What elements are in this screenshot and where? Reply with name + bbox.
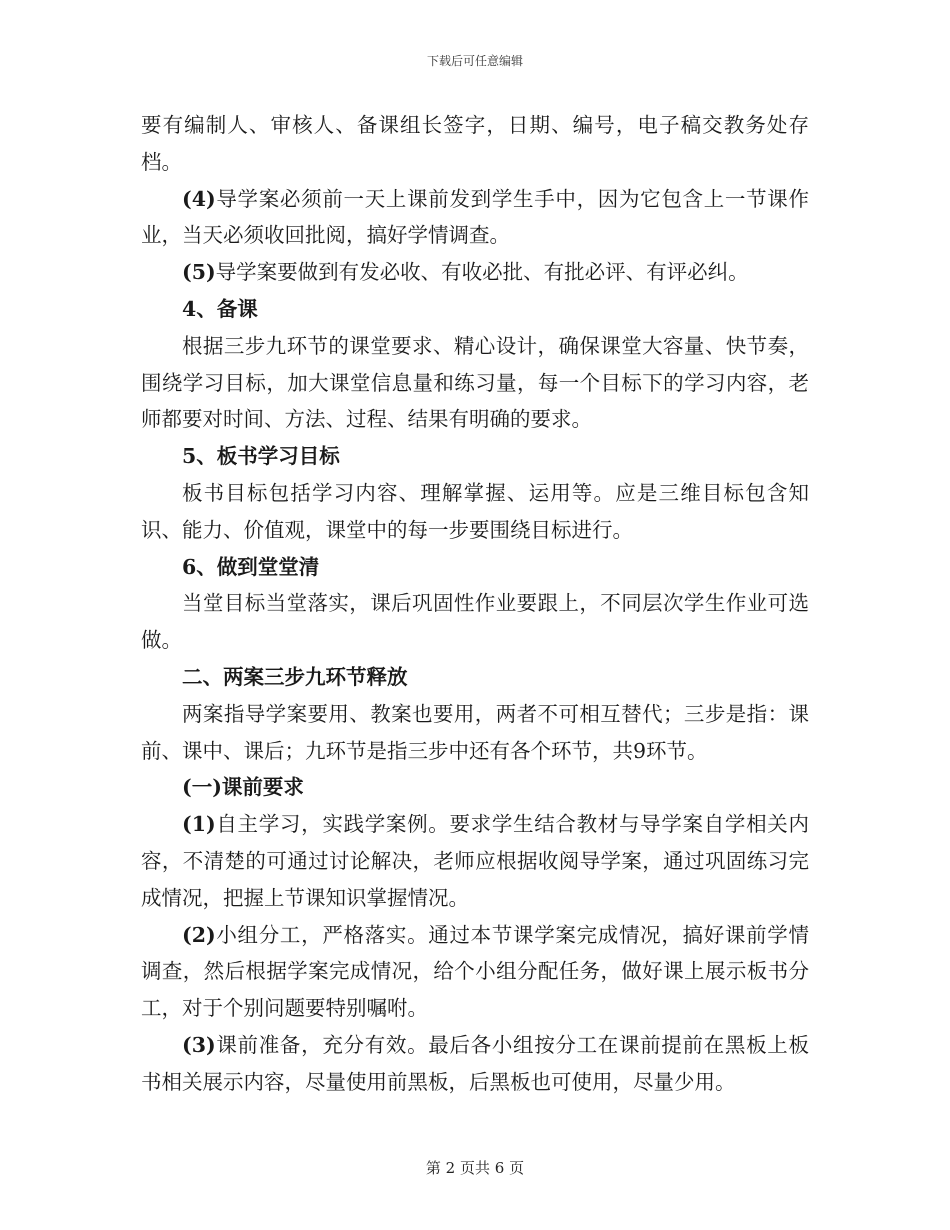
paragraph-item-2: [141, 917, 809, 1027]
item-number: (4): [182, 186, 216, 211]
subsection-heading-pre-class: (一)课前要求: [182, 775, 304, 800]
paragraph-two-plans: 两案指导学案要用、教案也要用，两者不可相互替代；三步是指：课前、课中、课后；九环节是指三步中还有各个环节，共9环节。: [141, 701, 809, 763]
paragraph-item-5: [141, 254, 809, 291]
item-number: (5): [182, 260, 216, 285]
paragraph-item-3: [141, 1027, 809, 1101]
section-heading-5: 5、板书学习目标: [182, 444, 340, 469]
item-number: (1): [182, 812, 216, 837]
item-text: 导学案必须前一天上课前发到学生手中，因为它包含上一节课作业，当天必须收回批阅，搞好学情调查。: [141, 186, 809, 248]
item-number: (3): [182, 1032, 216, 1057]
item-text: 小组分工，严格落实。通过本节课学案完成情况，搞好课前学情调查，然后根据学案完成情况，给个小组分配任务，做好课上展示板书分工，对于个别问题要特别嘱咐。: [141, 922, 809, 1021]
item-number: (2): [182, 922, 216, 947]
item-text: 导学案要做到有发必收、有收必批、有批必评、有评必纠。: [215, 260, 749, 285]
chapter-heading-two: 二、两案三步九环节释放: [182, 664, 408, 689]
paragraph-archive: 要有编制人、审核人、备课组长签字，日期、编号，电子稿交教务处存档。: [141, 113, 809, 174]
page-header: 下载后可任意编辑: [426, 54, 523, 68]
document-body: [141, 107, 809, 1101]
section-heading-4: 4、备课: [182, 296, 258, 321]
item-text: 自主学习，实践学案例。要求学生结合教材与导学案自学相关内容，不清楚的可通过讨论解决，老师应根据收阅导学案，通过巩固练习完成情况，把握上节课知识掌握情况。: [141, 812, 809, 910]
page-footer: 第 2 页共 6 页: [425, 1159, 525, 1177]
paragraph-board-goals: 板书目标包括学习内容、理解掌握、运用等。应是三维目标包含知识、能力、价值观，课堂中的每一步要围绕目标进行。: [141, 480, 809, 542]
paragraph-class-clear: 当堂目标当堂落实，课后巩固性作业要跟上，不同层次学生作业可选做。: [141, 591, 809, 653]
paragraph-item-1: [141, 806, 809, 916]
item-text: 课前准备，充分有效。最后各小组按分工在课前提前在黑板上板书相关展示内容，尽量使用前黑板，后黑板也可使用，尽量少用。: [141, 1032, 809, 1094]
section-heading-6: 6、做到堂堂清: [182, 554, 320, 579]
paragraph-lesson-prep: 根据三步九环节的课堂要求、精心设计，确保课堂大容量、快节奏，围绕学习目标，加大课堂信息量和练习量，每一个目标下的学习内容，老师都要对时间、方法、过程、结果有明确的要求。: [141, 333, 809, 432]
paragraph-item-4: [141, 181, 809, 255]
